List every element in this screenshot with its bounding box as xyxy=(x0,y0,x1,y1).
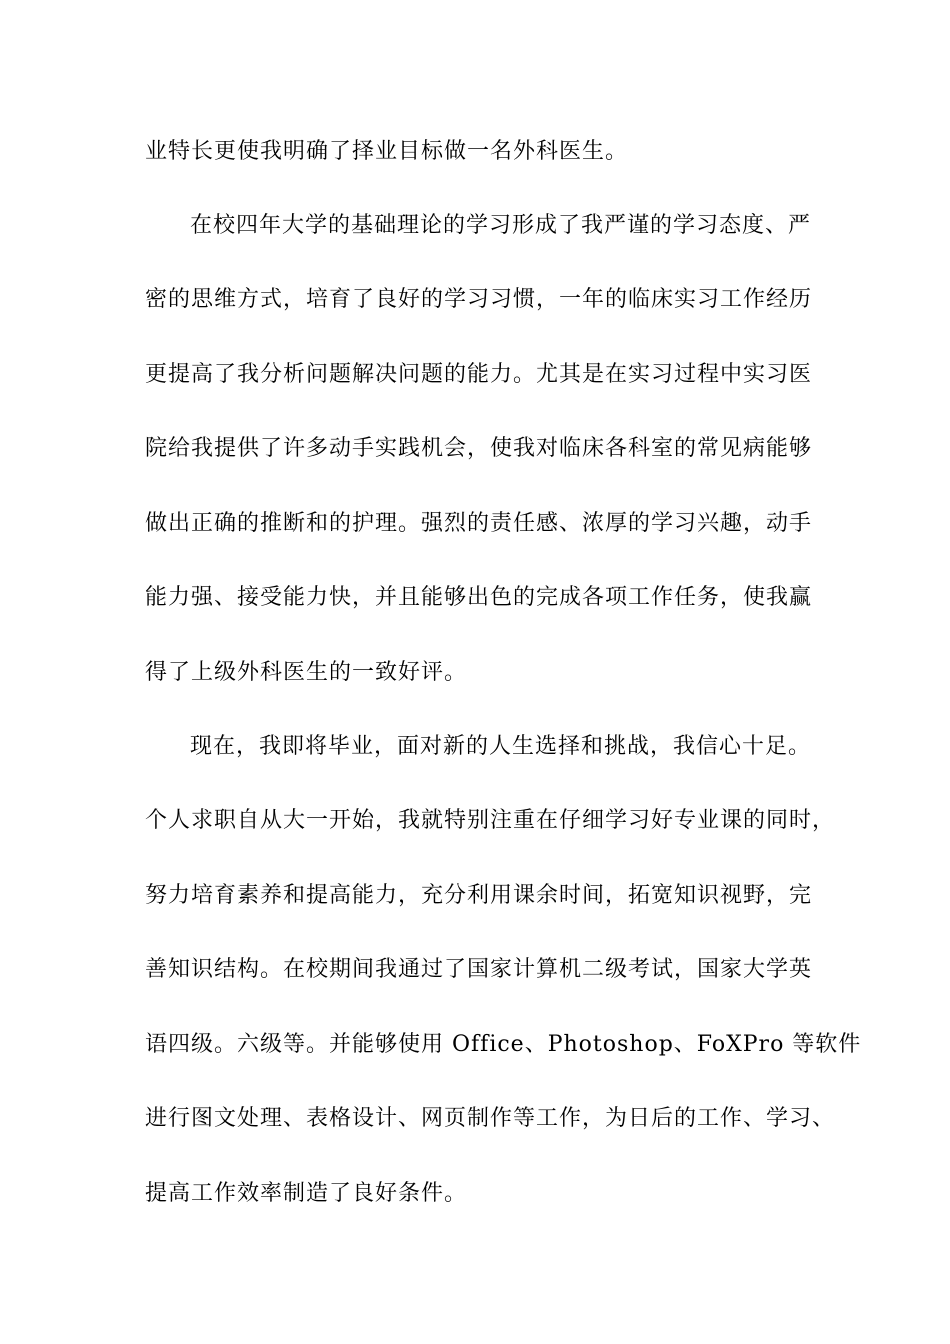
paragraph-line: 业特长更使我明确了择业目标做一名外科医生。 xyxy=(145,139,629,164)
paragraph-line: 密的思维方式，培育了良好的学习习惯，一年的临床实习工作经历 xyxy=(145,287,813,312)
paragraph-line: 在校四年大学的基础理论的学习形成了我严谨的学习态度、严 xyxy=(190,213,812,238)
paragraph-line: 得了上级外科医生的一致好评。 xyxy=(145,660,468,685)
paragraph-line: 现在，我即将毕业，面对新的人生选择和挑战，我信心十足。 xyxy=(190,734,812,759)
paragraph-line: 更提高了我分析问题解决问题的能力。尤其是在实习过程中实习医 xyxy=(145,362,813,387)
paragraph-line: 语四级。六级等。并能够使用 Office、Photoshop、FoXPro 等软件 xyxy=(145,1032,862,1057)
paragraph-line: 努力培育素养和提高能力，充分利用课余时间，拓宽知识视野，完 xyxy=(145,883,813,908)
paragraph-line: 做出正确的推断和的护理。强烈的责任感、浓厚的学习兴趣，动手 xyxy=(145,511,813,536)
paragraph-line: 进行图文处理、表格设计、网页制作等工作，为日后的工作、学习、 xyxy=(145,1106,836,1131)
paragraph-line: 个人求职自从大一开始，我就特别注重在仔细学习好专业课的同时， xyxy=(145,808,836,833)
paragraph-line: 院给我提供了许多动手实践机会，使我对临床各科室的常见病能够 xyxy=(145,436,813,461)
paragraph-line: 提高工作效率制造了良好条件。 xyxy=(145,1181,468,1206)
paragraph-line: 能力强、接受能力快，并且能够出色的完成各项工作任务，使我赢 xyxy=(145,585,813,610)
paragraph-line: 善知识结构。在校期间我通过了国家计算机二级考试，国家大学英 xyxy=(145,957,813,982)
